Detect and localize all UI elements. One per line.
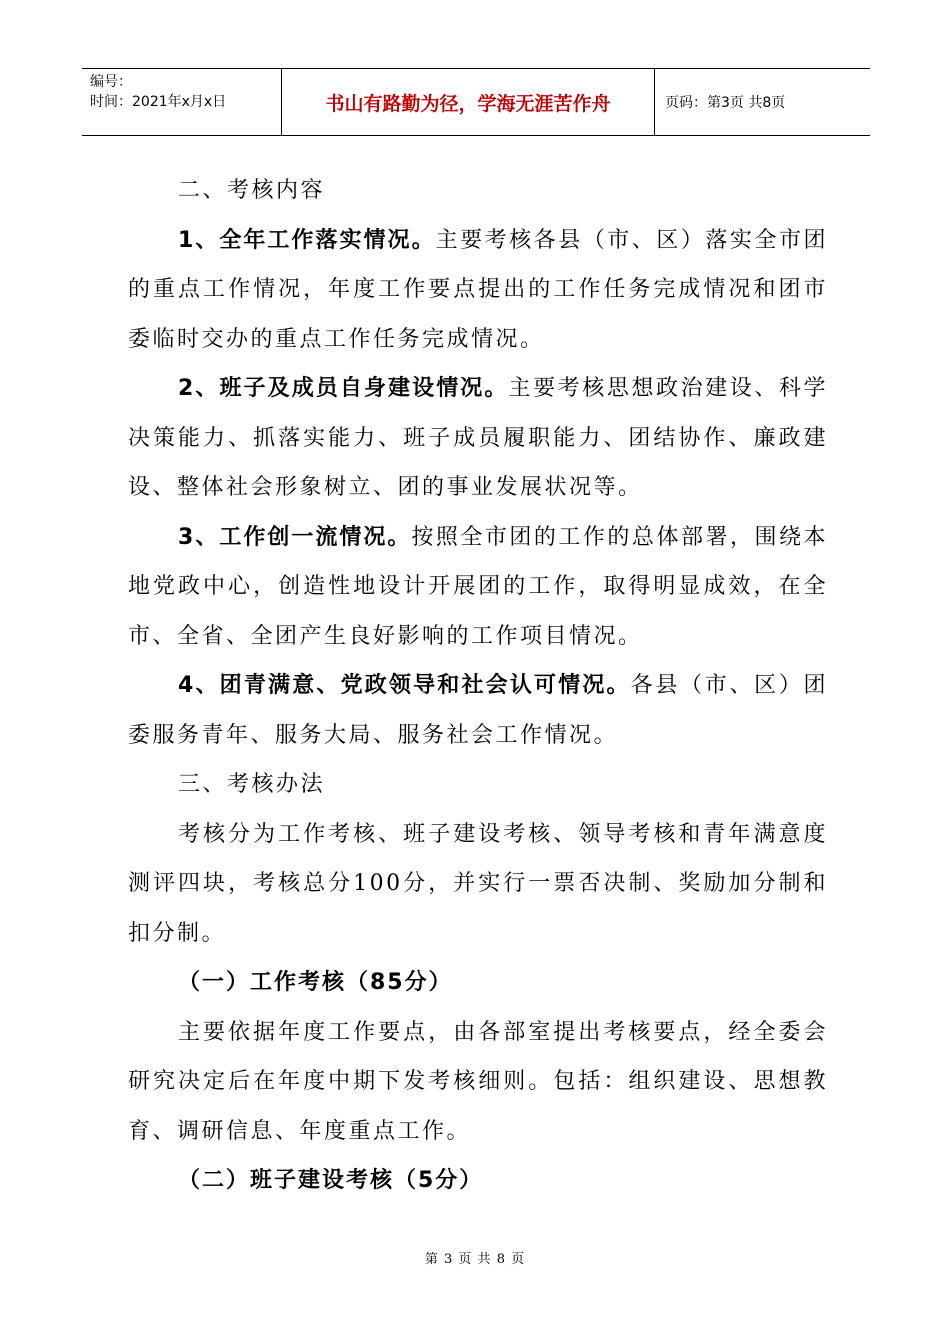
section-heading-method: 三、考核办法 [178,772,326,797]
paragraph-item-4 [128,661,828,760]
paragraph-item-2 [128,364,828,513]
paragraph-work-assessment: 主要依据年度工作要点，由各部室提出考核要点，经全委会研究决定后在年度中期下发考核细则。包括：组织建设、思想教育、调研信息、年度重点工作。 [128,1019,828,1144]
subheading-work-assessment: （一）工作考核（85分） [178,970,453,995]
paragraph-item-3 [128,513,828,662]
item-4-text: 各县（市、区）团委服务青年、服务大局、服务社会工作情况。 [128,673,828,748]
item-4-lead: 4、团青满意、党政领导和社会认可情况。 [178,673,631,698]
header-motto: 书山有路勤为径，学海无涯苦作舟 [282,69,655,135]
header-meta-cell [82,69,282,135]
item-3-lead: 3、工作创一流情况。 [178,524,412,550]
page-footer: 第 3 页 共 8 页 [424,1252,526,1267]
paragraph-item-1 [128,216,828,365]
subheading-team-assessment: （二）班子建设考核（5分） [178,1168,484,1193]
item-1-lead: 1、全年工作落实情况。 [178,227,436,253]
item-3-text: 按照全市团的工作的总体部署，围绕本地党政中心，创造性地设计开展团的工作，取得明显成效，在全市、全省、全团产生良好影响的工作项目情况。 [128,524,828,649]
section-heading-content: 二、考核内容 [178,178,326,203]
paragraph-method: 考核分为工作考核、班子建设考核、领导考核和青年满意度测评四块，考核总分100分，并实行一票否决制、奖励加分制和扣分制。 [128,821,828,946]
header-page-info: 页码：第3页 共8页 [665,95,786,111]
item-1-text: 主要考核各县（市、区）落实全市团的重点工作情况，年度工作要点提出的工作任务完成情况和团市委临时交办的重点工作任务完成情况。 [128,227,828,352]
document-body [128,166,828,1206]
item-2-text: 主要考核思想政治建设、科学决策能力、抓落实能力、班子成员履职能力、团结协作、廉政建设、整体社会形象树立、团的事业发展状况等。 [128,376,828,500]
item-2-lead: 2、班子及成员自身建设情况。 [178,376,509,401]
header-table [82,68,870,136]
document-number-label: 编号： [90,74,132,90]
document-time-label: 时间：2021年x月x日 [90,94,227,110]
